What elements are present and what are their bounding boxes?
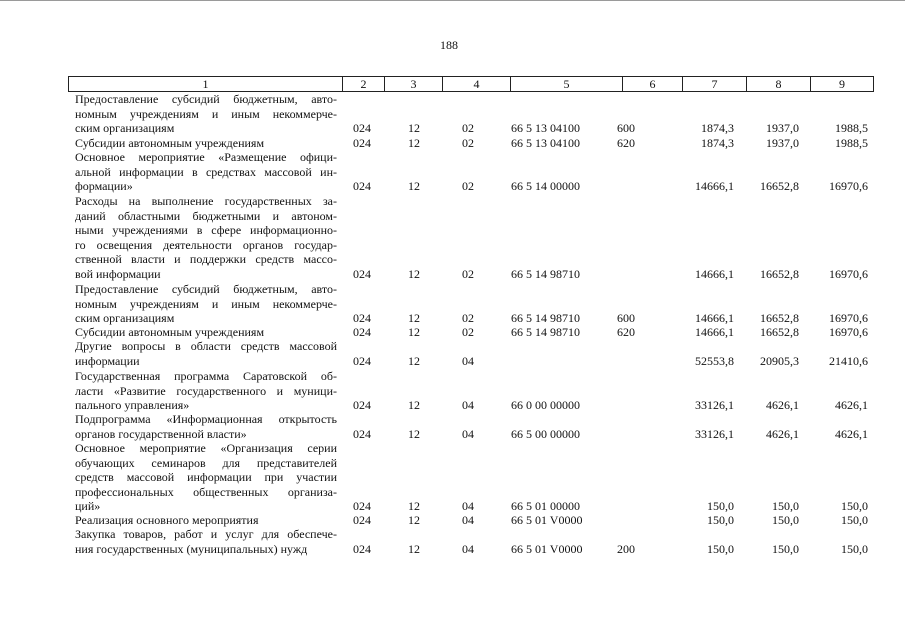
amount-year2-cell: 4626,1 [766, 426, 799, 441]
subsection-cell: 02 [462, 179, 474, 193]
expense-type-cell: 620 [617, 325, 635, 339]
ved-cell: 024 [353, 121, 371, 135]
section-cell: 12 [408, 426, 420, 441]
description-line: ций» [75, 499, 101, 513]
description-line: Основное мероприятие «Размещение офици- [75, 150, 337, 164]
amount-year1-cell: 1874,3 [701, 121, 734, 135]
header-col-9: 9 [839, 77, 845, 91]
target-article-cell: 66 5 01 V0000 [511, 513, 583, 527]
amount-year2-cell: 1937,0 [766, 121, 799, 135]
description-line: Предоставление субсидий бюджетным, авто- [75, 92, 337, 106]
description-line: пального управления» [75, 398, 190, 412]
amount-year1-cell: 150,0 [707, 499, 734, 513]
amount-year1-cell: 150,0 [707, 541, 734, 556]
header-col-2: 2 [343, 77, 385, 91]
description-line: средств массовой информации при участии [75, 470, 337, 484]
description-line: вой информации [75, 266, 161, 281]
row-description [75, 441, 337, 514]
subsection-cell: 02 [462, 266, 474, 281]
description-line: даний областными бюджетными и автоном- [75, 208, 337, 223]
target-article-cell: 66 5 14 98710 [511, 266, 580, 281]
description-line: ния государственных (муниципальных) нужд [75, 541, 308, 556]
amount-year3-cell: 16970,6 [829, 311, 868, 325]
description-line: Другие вопросы в области средств массовой [75, 339, 337, 353]
section-cell: 12 [408, 513, 420, 527]
description-line: ственной власти и поддержки средств массо- [75, 252, 337, 266]
description-line: го освещения деятельности органов государ- [75, 237, 337, 252]
amount-year2-cell: 4626,1 [766, 398, 799, 412]
amount-year2-cell: 20905,3 [760, 353, 799, 368]
ved-cell: 024 [353, 311, 371, 325]
amount-year3-cell: 4626,1 [835, 426, 868, 441]
expense-type-cell: 600 [617, 121, 635, 135]
description-line: информации [75, 353, 140, 368]
row-description [75, 92, 337, 136]
row-description [75, 282, 337, 326]
ved-cell: 024 [353, 499, 371, 513]
description-line: номным учреждениям и иным некоммерче- [75, 106, 337, 121]
amount-year3-cell: 16970,6 [829, 325, 868, 339]
header-col-4: 4 [443, 77, 511, 91]
subsection-cell: 04 [462, 541, 474, 556]
amount-year1-cell: 33126,1 [695, 398, 734, 412]
description-line: Реализация основного мероприятия [75, 513, 259, 527]
ved-cell: 024 [353, 353, 371, 368]
row-description [75, 325, 337, 340]
amount-year1-cell: 52553,8 [695, 353, 734, 368]
amount-year3-cell: 150,0 [841, 499, 868, 513]
amount-year3-cell: 21410,6 [829, 353, 868, 368]
target-article-cell: 66 5 13 04100 [511, 136, 580, 150]
description-line: профессиональных общественных организа- [75, 484, 337, 499]
ved-cell: 024 [353, 513, 371, 527]
description-line: Расходы на выполнение государственных за- [75, 194, 337, 208]
header-col-7: 7 [683, 77, 747, 91]
section-cell: 12 [408, 121, 420, 135]
section-cell: 12 [408, 266, 420, 281]
amount-year2-cell: 1937,0 [766, 136, 799, 150]
amount-year1-cell: 33126,1 [695, 426, 734, 441]
description-line: Субсидии автономным учреждениям [75, 325, 265, 339]
description-line: ными учреждениями в сфере информационно- [75, 223, 337, 237]
header-col-6: 6 [623, 77, 683, 91]
subsection-cell: 04 [462, 398, 474, 412]
section-cell: 12 [408, 136, 420, 150]
row-description [75, 339, 337, 368]
header-col-8: 8 [747, 77, 811, 91]
description-line: номным учреждениям и иным некоммерче- [75, 296, 337, 311]
section-cell: 12 [408, 541, 420, 556]
amount-year3-cell: 150,0 [841, 541, 868, 556]
subsection-cell: 04 [462, 426, 474, 441]
section-cell: 12 [408, 311, 420, 325]
expense-type-cell: 620 [617, 136, 635, 150]
amount-year3-cell: 1988,5 [835, 121, 868, 135]
description-line: Государственная программа Саратовской об- [75, 369, 337, 383]
amount-year1-cell: 14666,1 [695, 179, 734, 193]
ved-cell: 024 [353, 325, 371, 339]
subsection-cell: 04 [462, 353, 474, 368]
description-line: ласти «Развитие государственного и муници- [75, 383, 337, 398]
row-description [75, 194, 337, 281]
target-article-cell: 66 0 00 00000 [511, 398, 580, 412]
subsection-cell: 02 [462, 325, 474, 339]
ved-cell: 024 [353, 179, 371, 193]
amount-year2-cell: 150,0 [772, 541, 799, 556]
target-article-cell: 66 5 14 00000 [511, 179, 580, 193]
description-line: органов государственной власти» [75, 426, 247, 441]
header-col-1: 1 [69, 77, 343, 91]
page-number: 188 [440, 38, 458, 52]
amount-year2-cell: 16652,8 [760, 325, 799, 339]
amount-year3-cell: 4626,1 [835, 398, 868, 412]
amount-year1-cell: 14666,1 [695, 325, 734, 339]
description-line: Субсидии автономным учреждениям [75, 136, 265, 150]
amount-year1-cell: 1874,3 [701, 136, 734, 150]
section-cell: 12 [408, 398, 420, 412]
section-cell: 12 [408, 325, 420, 339]
table-header [68, 76, 874, 92]
target-article-cell: 66 5 13 04100 [511, 121, 580, 135]
section-cell: 12 [408, 179, 420, 193]
amount-year2-cell: 150,0 [772, 499, 799, 513]
row-description [75, 369, 337, 413]
amount-year1-cell: 14666,1 [695, 311, 734, 325]
description-line: Предоставление субсидий бюджетным, авто- [75, 282, 337, 296]
section-cell: 12 [408, 499, 420, 513]
amount-year3-cell: 16970,6 [829, 266, 868, 281]
scan-top-edge [0, 0, 905, 1]
target-article-cell: 66 5 14 98710 [511, 325, 580, 339]
subsection-cell: 02 [462, 136, 474, 150]
description-line: ским организациям [75, 311, 175, 325]
ved-cell: 024 [353, 541, 371, 556]
amount-year2-cell: 16652,8 [760, 311, 799, 325]
ved-cell: 024 [353, 398, 371, 412]
section-cell: 12 [408, 353, 420, 368]
description-line: Основное мероприятие «Организация серии [75, 441, 337, 455]
row-description [75, 136, 337, 151]
description-line: ским организациям [75, 121, 175, 135]
row-description [75, 527, 337, 556]
amount-year2-cell: 16652,8 [760, 266, 799, 281]
ved-cell: 024 [353, 136, 371, 150]
target-article-cell: 66 5 14 98710 [511, 311, 580, 325]
subsection-cell: 02 [462, 121, 474, 135]
amount-year2-cell: 16652,8 [760, 179, 799, 193]
target-article-cell: 66 5 01 00000 [511, 499, 580, 513]
row-description [75, 412, 337, 441]
amount-year2-cell: 150,0 [772, 513, 799, 527]
ved-cell: 024 [353, 426, 371, 441]
target-article-cell: 66 5 00 00000 [511, 426, 580, 441]
description-line: формации» [75, 179, 133, 193]
header-col-5: 5 [511, 77, 623, 91]
description-line: альной информации в средствах массовой ин- [75, 164, 337, 179]
header-col-3: 3 [385, 77, 443, 91]
subsection-cell: 02 [462, 311, 474, 325]
target-article-cell: 66 5 01 V0000 [511, 541, 583, 556]
amount-year3-cell: 1988,5 [835, 136, 868, 150]
row-description [75, 513, 337, 528]
ved-cell: 024 [353, 266, 371, 281]
amount-year3-cell: 150,0 [841, 513, 868, 527]
amount-year1-cell: 150,0 [707, 513, 734, 527]
subsection-cell: 04 [462, 513, 474, 527]
row-description [75, 150, 337, 194]
description-line: Закупка товаров, работ и услуг для обеспече- [75, 527, 337, 541]
amount-year3-cell: 16970,6 [829, 179, 868, 193]
subsection-cell: 04 [462, 499, 474, 513]
description-line: обучающих семинаров для представителей [75, 455, 337, 470]
amount-year1-cell: 14666,1 [695, 266, 734, 281]
description-line: Подпрограмма «Информационная открытость [75, 412, 337, 426]
expense-type-cell: 200 [617, 541, 635, 556]
expense-type-cell: 600 [617, 311, 635, 325]
